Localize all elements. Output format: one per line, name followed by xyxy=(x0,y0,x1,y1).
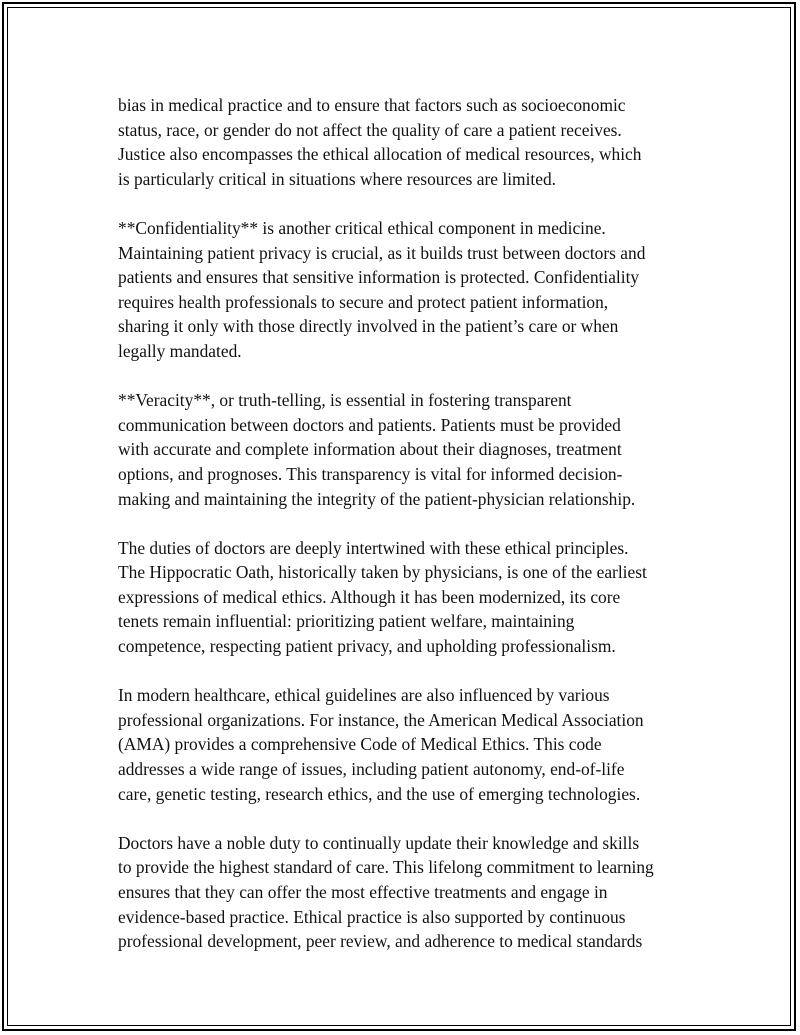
text-line: tenets remain influential: prioritizing patient welfare, maintaining xyxy=(118,611,575,632)
text-line: addresses a wide range of issues, including patient autonomy, end-of-life xyxy=(118,759,625,780)
text-line: with accurate and complete information about their diagnoses, treatment xyxy=(118,439,622,460)
text-line: options, and prognoses. This transparency is vital for informed decision- xyxy=(118,463,623,484)
text-line: bias in medical practice and to ensure that factors such as socioeconomic xyxy=(118,95,626,115)
text-line: to provide the highest standard of care. This lifelong commitment to learning xyxy=(118,857,654,878)
text-line: **Veracity**, or truth-telling, is essential in fostering transparent xyxy=(118,390,572,411)
text-line: (AMA) provides a comprehensive Code of Medical Ethics. This code xyxy=(118,734,602,755)
text-line: In modern healthcare, ethical guidelines are also influenced by various xyxy=(118,685,610,706)
text-line: communication between doctors and patients. Patients must be provided xyxy=(118,414,621,435)
text-line: sharing it only with those directly involved in the patient’s care or when xyxy=(118,316,619,337)
text-line: evidence-based practice. Ethical practice is also supported by continuous xyxy=(118,906,626,927)
text-line: Doctors have a noble duty to continually update their knowledge and skills xyxy=(118,832,640,853)
text-line: Maintaining patient privacy is crucial, as it builds trust between doctors and xyxy=(118,242,646,263)
text-line: patients and ensures that sensitive information is protected. Confidentiality xyxy=(118,267,640,288)
text-line: care, genetic testing, research ethics, and the use of emerging technologies. xyxy=(118,783,641,804)
text-line: professional organizations. For instance, the American Medical Association xyxy=(118,709,644,730)
text-line: **Confidentiality** is another critical ethical component in medicine. xyxy=(118,217,606,238)
paragraph-justice xyxy=(118,93,698,191)
text-line: requires health professionals to secure and protect patient information, xyxy=(118,291,609,312)
text-line: Justice also encompasses the ethical allocation of medical resources, which xyxy=(118,144,642,165)
paragraph-veracity xyxy=(118,388,698,511)
paragraph-guidelines xyxy=(118,683,698,806)
text-line: The Hippocratic Oath, historically taken by physicians, is one of the earliest xyxy=(118,562,647,583)
text-line: competence, respecting patient privacy, and upholding professionalism. xyxy=(118,636,616,657)
text-line: The duties of doctors are deeply intertwined with these ethical principles. xyxy=(118,537,629,558)
document-body xyxy=(118,93,698,978)
paragraph-duties xyxy=(118,536,698,659)
text-line: status, race, or gender do not affect the quality of care a patient receives. xyxy=(118,119,622,140)
text-line: ensures that they can offer the most effective treatments and engage in xyxy=(118,882,608,902)
text-line: is particularly critical in situations where resources are limited. xyxy=(118,168,556,189)
text-line: expressions of medical ethics. Although it has been modernized, its core xyxy=(118,586,621,607)
paragraph-confidentiality xyxy=(118,216,698,364)
text-line: legally mandated. xyxy=(118,340,242,361)
paragraph-learning xyxy=(118,831,698,954)
text-line: professional development, peer review, and adherence to medical standards xyxy=(118,931,643,952)
text-line: making and maintaining the integrity of the patient-physician relationship. xyxy=(118,488,636,509)
